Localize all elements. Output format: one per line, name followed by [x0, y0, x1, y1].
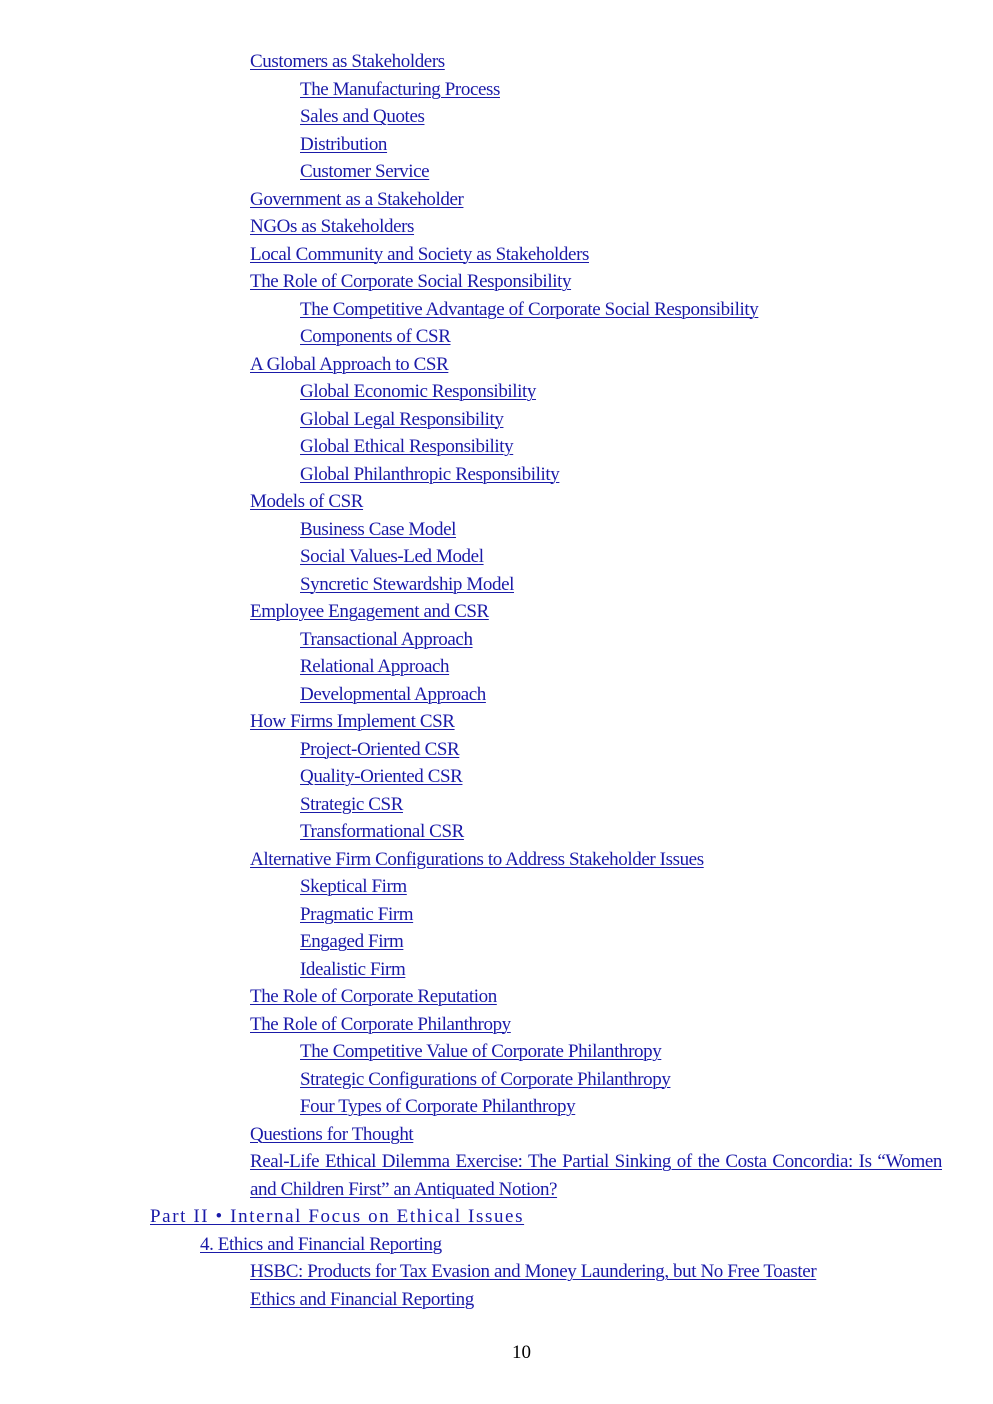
toc-subsection-entry — [0, 763, 993, 791]
toc-link[interactable]: Relational Approach — [300, 656, 450, 677]
toc-subsection-entry — [0, 433, 993, 461]
toc-section-entry — [0, 351, 993, 379]
toc-subsection-entry — [0, 103, 993, 131]
toc-link[interactable]: Business Case Model — [300, 518, 457, 540]
toc-link[interactable]: Strategic CSR — [300, 793, 403, 815]
toc-link[interactable]: The Role of Corporate Reputation — [250, 986, 497, 1007]
toc-section-entry — [0, 1258, 993, 1286]
toc-link[interactable]: The Competitive Advantage of Corporate Social Responsibility — [300, 298, 759, 320]
toc-link[interactable]: Strategic Configurations of Corporate Philanthropy — [300, 1068, 671, 1090]
toc-link[interactable]: Skeptical Firm — [300, 876, 407, 897]
toc-subsection-entry — [0, 901, 993, 929]
toc-subsection-entry — [0, 131, 993, 159]
toc-subsection-entry — [0, 1093, 993, 1121]
toc-link[interactable]: Global Ethical Responsibility — [300, 436, 514, 457]
toc-link[interactable]: The Role of Corporate Social Responsibility — [250, 271, 572, 292]
toc-link[interactable]: Engaged Firm — [300, 931, 404, 952]
toc-subsection-entry — [0, 406, 993, 434]
toc-link[interactable]: Sales and Quotes — [300, 106, 425, 127]
toc-part-entry — [0, 1203, 993, 1231]
toc-link[interactable]: Global Legal Responsibility — [300, 408, 504, 430]
toc-section-entry — [0, 213, 993, 241]
toc-section-entry — [0, 1148, 942, 1203]
toc-section-entry — [0, 1121, 993, 1149]
toc-link[interactable]: Government as a Stakeholder — [250, 188, 464, 210]
toc-subsection-entry — [0, 873, 993, 901]
toc-section-entry — [0, 186, 993, 214]
toc-link[interactable]: Components of CSR — [300, 326, 451, 347]
toc-link[interactable]: Customers as Stakeholders — [250, 51, 445, 72]
toc-subsection-entry — [0, 543, 993, 571]
toc-subsection-entry — [0, 516, 993, 544]
toc-link[interactable]: Global Philanthropic Responsibility — [300, 463, 560, 485]
toc-section-entry — [0, 48, 993, 76]
toc-link[interactable]: Questions for Thought — [250, 1123, 414, 1145]
toc-section-entry — [0, 241, 993, 269]
toc-subsection-entry — [0, 571, 993, 599]
toc-link[interactable]: Transformational CSR — [300, 821, 464, 842]
toc-link[interactable]: Four Types of Corporate Philanthropy — [300, 1096, 576, 1117]
toc-subsection-entry — [0, 681, 993, 709]
toc-section-entry — [0, 1011, 993, 1039]
toc-subsection-entry — [0, 928, 993, 956]
toc-link[interactable]: Employee Engagement and CSR — [250, 601, 489, 622]
toc-link[interactable]: The Role of Corporate Philanthropy — [250, 1013, 511, 1035]
toc-link[interactable]: NGOs as Stakeholders — [250, 216, 415, 237]
toc-chapter-entry — [0, 1231, 993, 1259]
toc-subsection-entry — [0, 736, 993, 764]
toc-link[interactable]: Local Community and Society as Stakeholders — [250, 243, 589, 265]
toc-subsection-entry — [0, 378, 993, 406]
toc-section-entry — [0, 846, 993, 874]
toc-link[interactable]: Models of CSR — [250, 491, 364, 512]
toc-section-entry — [0, 268, 993, 296]
toc-link[interactable]: Global Economic Responsibility — [300, 381, 537, 402]
toc-link[interactable]: Customer Service — [300, 161, 430, 182]
toc-subsection-entry — [0, 626, 993, 654]
toc-section-entry — [0, 598, 993, 626]
toc-link[interactable]: Idealistic Firm — [300, 958, 406, 980]
toc-subsection-entry — [0, 791, 993, 819]
page-number: 10 — [512, 1342, 531, 1363]
toc-link[interactable]: Ethics and Financial Reporting — [250, 1288, 474, 1310]
toc-link[interactable]: Developmental Approach — [300, 683, 486, 705]
toc-link[interactable]: Social Values-Led Model — [300, 546, 484, 567]
toc-section-entry — [0, 488, 993, 516]
toc-subsection-entry — [0, 158, 993, 186]
toc-link[interactable]: Distribution — [300, 133, 388, 155]
table-of-contents — [0, 48, 993, 1313]
toc-link[interactable]: Part II • Internal Focus on Ethical Issues — [150, 1206, 525, 1227]
toc-link[interactable]: Alternative Firm Configurations to Address Stakeholder Issues — [250, 848, 704, 870]
toc-link[interactable]: 4. Ethics and Financial Reporting — [200, 1233, 442, 1255]
toc-link[interactable]: Project-Oriented CSR — [300, 738, 460, 760]
toc-section-entry — [0, 708, 993, 736]
toc-link[interactable]: Quality-Oriented CSR — [300, 766, 463, 787]
toc-subsection-entry — [0, 461, 993, 489]
toc-link[interactable]: How Firms Implement CSR — [250, 711, 455, 732]
toc-section-entry — [0, 1286, 993, 1314]
toc-link[interactable]: Syncretic Stewardship Model — [300, 573, 514, 595]
toc-subsection-entry — [0, 323, 993, 351]
toc-section-entry — [0, 983, 993, 1011]
toc-subsection-entry — [0, 1038, 993, 1066]
toc-link[interactable]: Real-Life Ethical Dilemma Exercise: The Partial Sinking of the Costa Concordia: Is “Women and Children First” an Antiquated Notion? — [250, 1151, 942, 1200]
toc-subsection-entry — [0, 818, 993, 846]
toc-subsection-entry — [0, 653, 993, 681]
toc-subsection-entry — [0, 956, 993, 984]
toc-link[interactable]: Pragmatic Firm — [300, 903, 414, 925]
toc-link[interactable]: HSBC: Products for Tax Evasion and Money Laundering, but No Free Toaster — [250, 1261, 817, 1282]
toc-link[interactable]: The Competitive Value of Corporate Philanthropy — [300, 1041, 662, 1062]
toc-subsection-entry — [0, 76, 993, 104]
toc-link[interactable]: A Global Approach to CSR — [250, 353, 449, 375]
toc-subsection-entry — [0, 1066, 993, 1094]
toc-subsection-entry — [0, 296, 993, 324]
toc-link[interactable]: Transactional Approach — [300, 628, 473, 650]
toc-link[interactable]: The Manufacturing Process — [300, 78, 500, 100]
